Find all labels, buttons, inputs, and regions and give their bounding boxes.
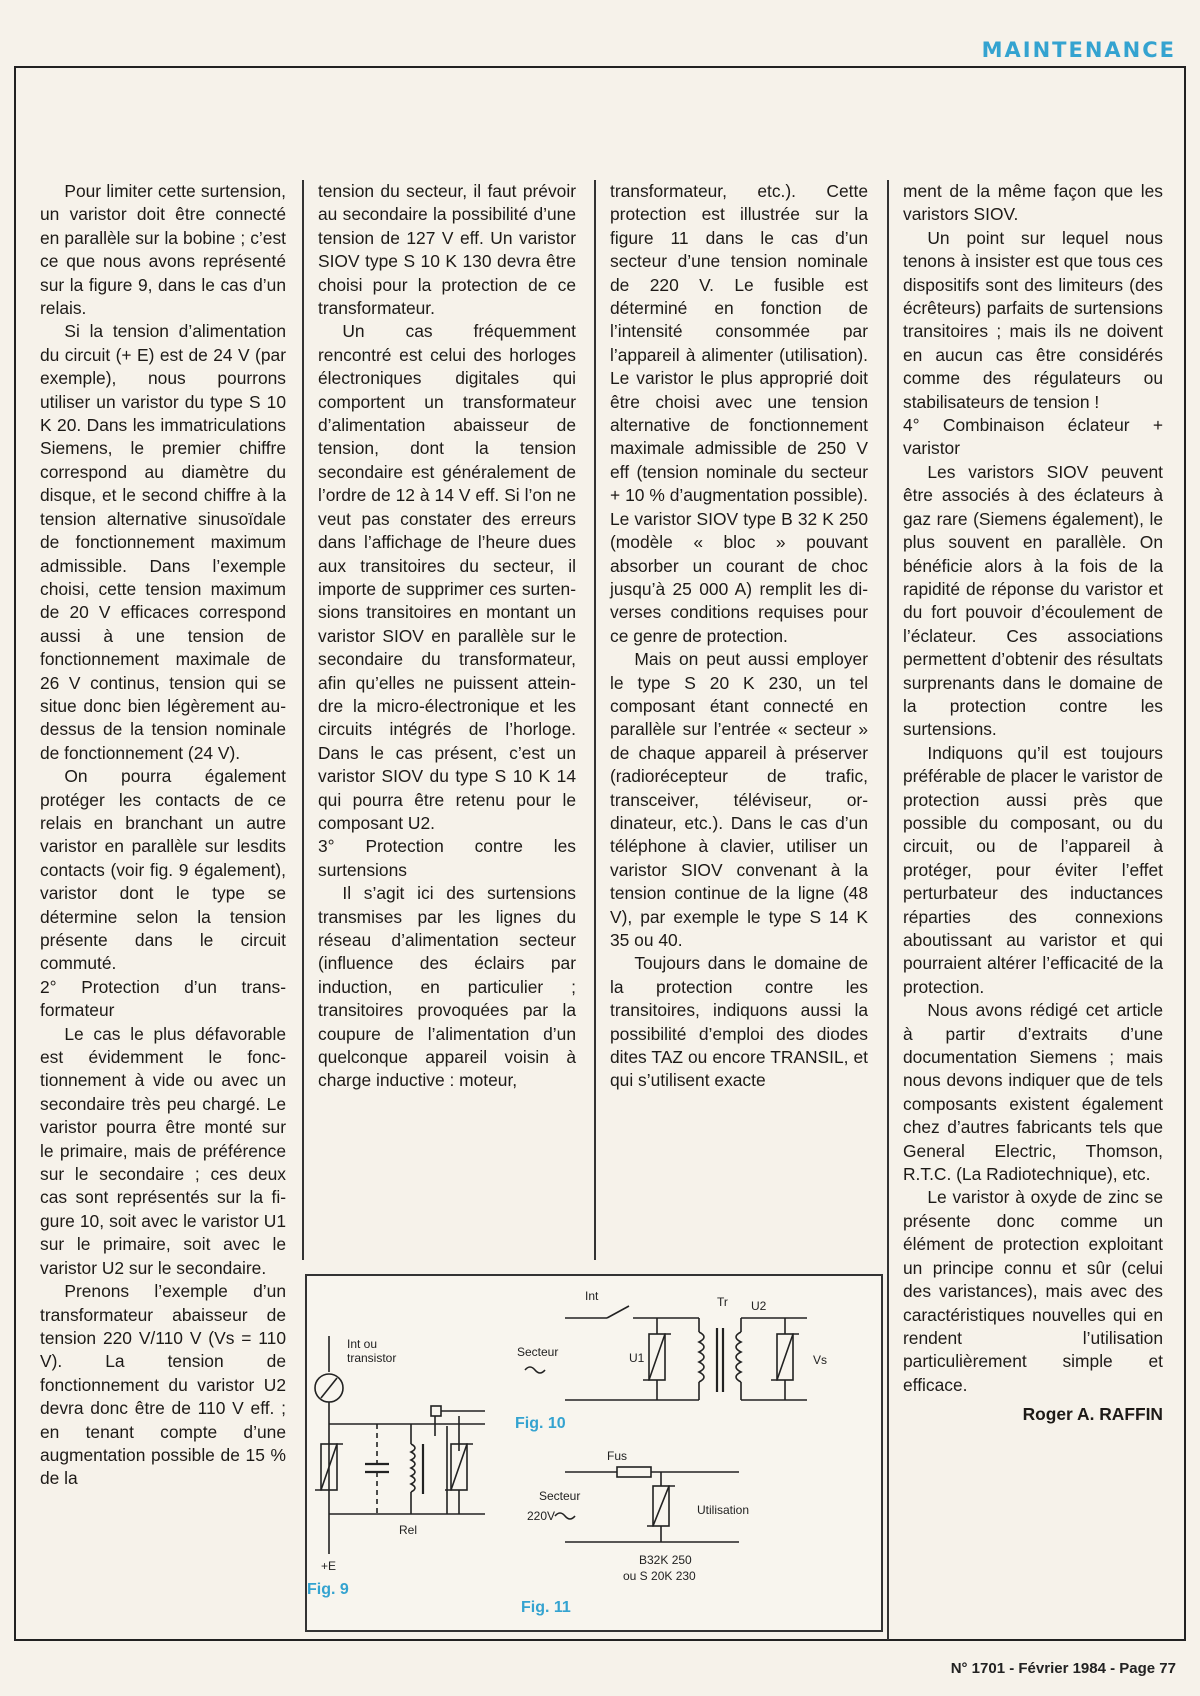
fig10-caption: Fig. 10 xyxy=(515,1415,566,1432)
text-column-2 xyxy=(318,180,576,1093)
paragraph: transformateur, etc.). Cette protection est illustrée sur la figure 11 dans le cas d’un secteur d’une tension nominale de 220 V. Le fusible est déterminé en fonction de l’intensité consommée par l’appareil à alimenter (utilisation). Le varistor le plus approprié doit être choisi avec une tension alternative de fonctionnement maximale admissible de 250 V eff (tension nominale du secteur + 10 % d’augmentation possible). Le varistor SIOV type B 32 K 250 (modèle « bloc » pouvant absorber un courant de choc jusqu’à 25 000 A) remplit les diverses conditions requises pour ce genre de protection. xyxy=(610,181,868,646)
text-column-3 xyxy=(610,180,868,1093)
fig9-label-int2: transistor xyxy=(347,1351,397,1365)
fig10-diagram xyxy=(525,1306,807,1400)
section-heading: 4° Combinaison éclateur + varistor xyxy=(903,415,1163,459)
paragraph: ment de la même façon que les varistors SIOV. xyxy=(903,181,1163,225)
column-rule-3 xyxy=(887,180,889,1640)
fig9-label-int: Int ou xyxy=(347,1337,378,1351)
author-signature: Roger A. RAFFIN xyxy=(1022,1404,1163,1425)
paragraph: tension du secteur, il faut prévoir au secondaire la possibilité d’une tension de 127 V eff. Un varistor SIOV type S 10 K 130 devra être choisi pour la protection de ce transformateur. xyxy=(318,181,576,319)
fig9-label-e: +E xyxy=(321,1559,337,1573)
column-rule-1 xyxy=(302,180,304,1260)
paragraph: Indiquons qu’il est toujours préférable de placer le varistor de protection aussi près que possible du composant, ou du circuit, ou de l’appareil à protéger, pour éviter l’effet perturbateur des inductances réparties des connexions aboutissant au varistor et qui pourraient altérer l’efficacité de la protection. xyxy=(903,742,1163,997)
paragraph: Prenons l’exemple d’un transformateur abaisseur de tension 220 V/110 V (Vs = 110 V). La tension de fonctionnement du varistor U2 devra donc être de 110 V eff. ; en tenant compte d’une augmentation possible de 15 % de la xyxy=(40,1281,286,1489)
fig10-label-int: Int xyxy=(585,1289,599,1303)
section-tag: MAINTENANCE xyxy=(981,38,1176,62)
fig10-label-secteur: Secteur xyxy=(517,1345,559,1359)
fig9-diagram xyxy=(315,1336,485,1554)
paragraph: Un point sur lequel nous tenons à insister est que tous ces dispositifs sont des limiteurs (des écrêteurs) parfaits de surtensions transitoires ; mais ils ne doivent en aucun cas être considérés comme des régulateurs ou stabilisateurs de tension ! xyxy=(903,227,1163,412)
fig11-label-util: Utilisation xyxy=(697,1503,750,1517)
text-column-4 xyxy=(903,180,1163,1427)
fig11-label-secteur: Secteur xyxy=(539,1489,581,1503)
circuit-diagrams xyxy=(307,1276,881,1630)
paragraph: Un cas fréquemment rencontré est celui des horloges électroniques digitales qui comportent un transformateur d’alimentation abaisseur de tension, dont la tension secondaire est généralement de l’ordre de 12 à 14 V eff. Si l’on ne veut pas constater des erreurs dans l’affichage de l’heure dues aux transitoires du secteur, il importe de supprimer ces surtensions transitoires en montant un varistor SIOV en parallèle sur le secondaire du transformateur, afin qu’elles ne puissent atteindre la micro-électronique et les circuits intégrés de l’horloge. Dans le cas présent, c’est un varistor SIOV du type S 10 K 14 qui pourra être retenu pour le composant U2. xyxy=(318,321,576,833)
fig11-label-fus: Fus xyxy=(607,1449,628,1463)
paragraph: Le varistor à oxyde de zinc se présente donc comme un élément de protection exploitant un principe connu et sûr (celui des varistances), mais avec des caractéristiques nouvelles qui en rendent l’utilisation particulièrement simple et efficace. xyxy=(903,1187,1163,1395)
fig10-label-u2: U2 xyxy=(751,1299,767,1313)
paragraph: Pour limiter cette surtension, un varistor doit être connecté en parallèle sur la bobine ; c’est ce que nous avons représenté sur la figure 9, dans le cas d’un relais. xyxy=(40,181,286,319)
fig10-label-tr: Tr xyxy=(717,1295,728,1309)
column-rule-2 xyxy=(594,180,596,1260)
fig10-label-u1: U1 xyxy=(629,1351,645,1365)
paragraph: Nous avons rédigé cet article à partir d’extraits d’une documentation Siemens ; mais nous devons indiquer que de tels composants existent également chez d’autres fabricants tels que General Electric, Thomson, R.T.C. (La Radiotechnique), etc. xyxy=(903,1000,1163,1185)
text-column-1 xyxy=(40,180,286,1491)
page-footer: N° 1701 - Février 1984 - Page 77 xyxy=(950,1660,1176,1677)
switch-symbol xyxy=(607,1306,629,1318)
section-heading: 2° Protection d’un transformateur xyxy=(40,976,286,1021)
paragraph: Mais on peut aussi employer le type S 20 K 230, un tel composant étant connecté en parallèle sur l’entrée « secteur » de chaque appareil à préserver (radiorécepteur de trafic, transceiver, téléviseur, ordinateur, etc.). Dans le cas d’un téléphone à clavier, utiliser un varistor SIOV convenant à la tension continue de la ligne (48 V), par exemple le type S 14 K 35 ou 40. xyxy=(610,649,868,950)
section-heading: 3° Protection contre les surtensions xyxy=(318,836,576,880)
fig9-label-rel: Rel xyxy=(399,1523,418,1537)
fig11-caption: Fig. 11 xyxy=(521,1599,571,1616)
fig9-caption: Fig. 9 xyxy=(307,1581,349,1598)
fig10-label-vs: Vs xyxy=(813,1353,828,1367)
paragraph: Il s’agit ici des surtensions transmises par les lignes du réseau d’alimentation secteur (influence des éclairs par induction, en particulier ; transitoires provoquées par la coupure de l’alimentation d’un quelconque appareil voisin à charge inductive : moteur, xyxy=(318,883,576,1091)
fig11-label-220: 220V xyxy=(527,1509,556,1523)
fig11-label-s: ou S 20K 230 xyxy=(623,1569,696,1583)
paragraph: On pourra également protéger les contacts de ce relais en branchant un autre varistor en parallèle sur lesdits contacts (voir fig. 9 également), varistor dont le type se détermine selon la tension présente dans le circuit commuté. xyxy=(40,766,286,974)
paragraph: Le cas le plus défavorable est évidemment le fonctionnement à vide ou avec un secondaire très peu chargé. Le varistor pourra être monté sur le primaire, mais de préférence sur le secondaire ; ces deux cas sont représentés sur la figure 10, soit avec le varistor U1 sur le primaire, soit avec le varistor U2 sur le secondaire. xyxy=(40,1023,286,1278)
fig11-label-b: B32K 250 xyxy=(639,1553,692,1567)
paragraph: Si la tension d’alimentation du circuit (+ E) est de 24 V (par exemple), nous pourrons utiliser un varistor du type S 10 K 20. Dans les immatriculations Siemens, le premier chiffre correspond au diamètre du disque, et le second chiffre à la tension alternative sinusoïdale de fonctionnement maximum admissible. Dans l’exemple choisi, cette tension maximum de 20 V efficaces correspond aussi à une tension de fonctionnement maximale de 26 V continus, tension qui se situe donc bien légèrement au-dessus de la tension nominale de fonctionnement (24 V). xyxy=(40,321,286,763)
paragraph: Toujours dans le domaine de la protection contre les transitoires, indiquons aussi la possibilité d’emploi des diodes dites TAZ ou encore TRANSIL, et qui s’utilisent exacte xyxy=(610,953,868,1091)
fuse-symbol xyxy=(617,1467,651,1477)
paragraph: Les varistors SIOV peuvent être associés à des éclateurs à gaz rare (Siemens également), le plus souvent en parallèle. On bénéficie alors à la fois de la rapidité de réponse du varistor et du fort pouvoir d’écoulement de l’éclateur. Ces associations permettent d’obtenir des résultats surprenants dans le domaine de la protection contre les surtensions. xyxy=(903,461,1163,740)
figures-box xyxy=(305,1274,883,1632)
